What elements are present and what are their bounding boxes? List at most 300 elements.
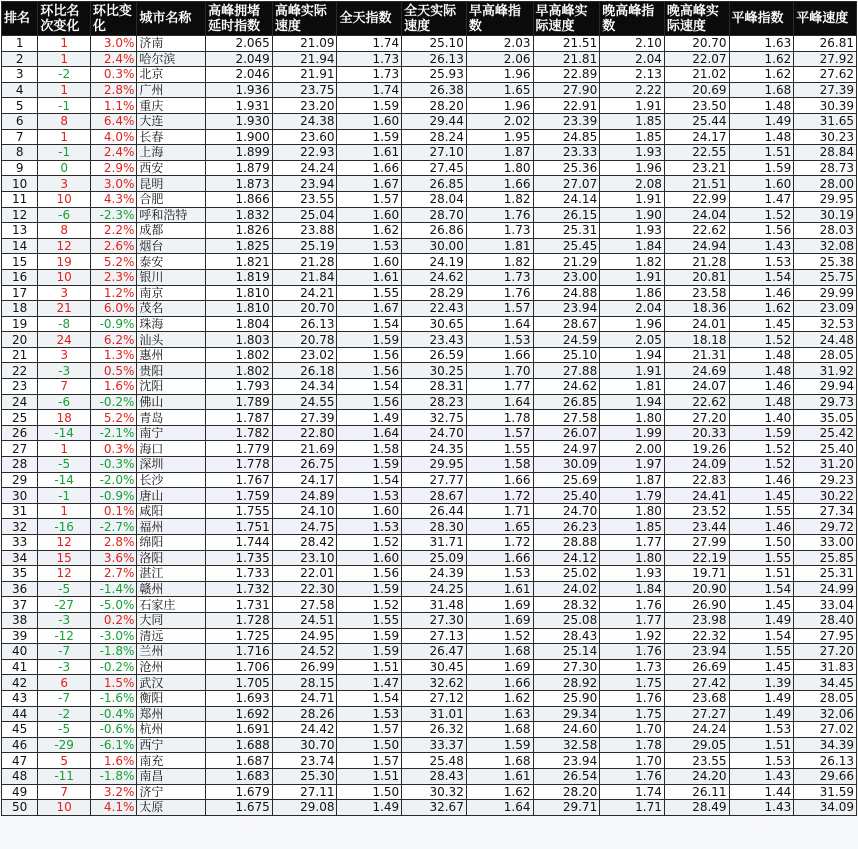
change-percent-cell: 2.8% [90,82,136,98]
table-row[interactable] [2,254,857,270]
allday-index-cell: 1.56 [337,394,402,410]
offpeak-index-cell: 1.62 [729,51,794,67]
peak-delay-index-cell: 1.810 [206,285,273,301]
city-name-cell: 茂名 [137,301,206,317]
evening-peak-index-cell: 1.71 [600,800,665,816]
morning-peak-speed-cell: 23.00 [533,269,600,285]
rank-cell: 26 [2,425,38,441]
morning-peak-speed-cell: 27.58 [533,410,600,426]
offpeak-index-cell: 1.46 [729,379,794,395]
table-row[interactable] [2,238,857,254]
rank-cell: 43 [2,690,38,706]
evening-peak-speed-cell: 21.31 [664,347,729,363]
rank-cell: 20 [2,332,38,348]
rank-change-cell: 12 [38,535,91,551]
table-row[interactable] [2,347,857,363]
morning-peak-speed-cell: 23.94 [533,301,600,317]
rank-cell: 1 [2,36,38,52]
peak-speed-cell: 20.78 [272,332,337,348]
offpeak-index-cell: 1.49 [729,706,794,722]
peak-delay-index-cell: 1.825 [206,238,273,254]
peak-delay-index-cell: 1.691 [206,722,273,738]
offpeak-speed-cell: 29.94 [794,379,857,395]
city-name-cell: 衡阳 [137,690,206,706]
table-row[interactable] [2,768,857,784]
morning-peak-speed-cell: 25.40 [533,488,600,504]
rank-change-cell: 18 [38,410,91,426]
table-row[interactable] [2,67,857,83]
table-row[interactable] [2,145,857,161]
morning-peak-speed-cell: 21.51 [533,36,600,52]
morning-peak-index-cell: 1.57 [466,301,533,317]
allday-index-cell: 1.53 [337,238,402,254]
morning-peak-speed-cell: 24.12 [533,550,600,566]
evening-peak-index-cell: 1.75 [600,706,665,722]
table-row[interactable] [2,644,857,660]
rank-cell: 46 [2,737,38,753]
table-row[interactable] [2,535,857,551]
offpeak-index-cell: 1.40 [729,410,794,426]
peak-speed-cell: 23.60 [272,129,337,145]
evening-peak-speed-cell: 24.07 [664,379,729,395]
allday-index-cell: 1.55 [337,612,402,628]
city-name-cell: 南宁 [137,425,206,441]
offpeak-index-cell: 1.59 [729,425,794,441]
allday-speed-cell: 32.67 [402,800,467,816]
rank-cell: 24 [2,394,38,410]
allday-speed-cell: 30.65 [402,316,467,332]
offpeak-speed-cell: 27.62 [794,67,857,83]
offpeak-speed-cell: 30.39 [794,98,857,114]
morning-peak-index-cell: 1.66 [466,472,533,488]
evening-peak-index-cell: 2.13 [600,67,665,83]
offpeak-speed-cell: 29.23 [794,472,857,488]
morning-peak-speed-cell: 28.20 [533,784,600,800]
offpeak-speed-cell: 35.05 [794,410,857,426]
rank-change-cell: -5 [38,581,91,597]
peak-speed-cell: 27.58 [272,597,337,613]
morning-peak-speed-cell: 25.31 [533,223,600,239]
rank-cell: 3 [2,67,38,83]
city-name-cell: 呼和浩特 [137,207,206,223]
rank-cell: 36 [2,581,38,597]
rank-change-cell: -7 [38,644,91,660]
rank-cell: 18 [2,301,38,317]
offpeak-index-cell: 1.55 [729,644,794,660]
rank-cell: 6 [2,113,38,129]
offpeak-speed-cell: 30.23 [794,129,857,145]
peak-speed-cell: 23.55 [272,191,337,207]
offpeak-speed-cell: 25.75 [794,269,857,285]
table-row[interactable] [2,612,857,628]
offpeak-speed-cell: 24.99 [794,581,857,597]
change-percent-cell: -0.2% [90,659,136,675]
column-header[interactable]: 高峰实际速度 [272,2,337,36]
city-name-cell: 太原 [137,800,206,816]
morning-peak-speed-cell: 27.30 [533,659,600,675]
column-header[interactable]: 全天实际速度 [402,2,467,36]
evening-peak-index-cell: 1.80 [600,410,665,426]
allday-index-cell: 1.73 [337,51,402,67]
evening-peak-speed-cell: 21.51 [664,176,729,192]
allday-index-cell: 1.60 [337,254,402,270]
peak-delay-index-cell: 1.778 [206,457,273,473]
morning-peak-index-cell: 1.68 [466,722,533,738]
table-row[interactable] [2,503,857,519]
evening-peak-speed-cell: 20.70 [664,36,729,52]
morning-peak-speed-cell: 29.34 [533,706,600,722]
peak-speed-cell: 23.75 [272,82,337,98]
allday-speed-cell: 29.95 [402,457,467,473]
offpeak-index-cell: 1.51 [729,566,794,582]
rank-cell: 15 [2,254,38,270]
peak-speed-cell: 25.04 [272,207,337,223]
table-row[interactable] [2,98,857,114]
peak-speed-cell: 29.08 [272,800,337,816]
evening-peak-speed-cell: 26.11 [664,784,729,800]
morning-peak-index-cell: 1.87 [466,145,533,161]
city-name-cell: 泰安 [137,254,206,270]
column-header[interactable]: 平峰指数 [729,2,794,36]
allday-speed-cell: 28.31 [402,379,467,395]
allday-index-cell: 1.74 [337,82,402,98]
allday-speed-cell: 28.43 [402,768,467,784]
city-name-cell: 烟台 [137,238,206,254]
peak-delay-index-cell: 1.879 [206,160,273,176]
table-row[interactable] [2,363,857,379]
offpeak-speed-cell: 29.72 [794,519,857,535]
peak-delay-index-cell: 1.732 [206,581,273,597]
morning-peak-speed-cell: 23.39 [533,113,600,129]
city-name-cell: 成都 [137,223,206,239]
table-row[interactable] [2,425,857,441]
column-header[interactable]: 平峰速度 [794,2,857,36]
allday-speed-cell: 30.32 [402,784,467,800]
rank-change-cell: -16 [38,519,91,535]
evening-peak-index-cell: 1.92 [600,628,665,644]
allday-speed-cell: 26.86 [402,223,467,239]
table-row[interactable] [2,332,857,348]
rank-cell: 48 [2,768,38,784]
table-row[interactable] [2,784,857,800]
change-percent-cell: 2.6% [90,238,136,254]
peak-speed-cell: 22.80 [272,425,337,441]
table-row[interactable] [2,753,857,769]
offpeak-speed-cell: 27.34 [794,503,857,519]
offpeak-speed-cell: 34.45 [794,675,857,691]
table-row[interactable] [2,550,857,566]
table-row[interactable] [2,581,857,597]
rank-cell: 47 [2,753,38,769]
peak-delay-index-cell: 1.802 [206,347,273,363]
morning-peak-index-cell: 1.52 [466,628,533,644]
morning-peak-index-cell: 1.96 [466,98,533,114]
change-percent-cell: -2.3% [90,207,136,223]
allday-index-cell: 1.57 [337,753,402,769]
table-row[interactable] [2,285,857,301]
city-name-cell: 洛阳 [137,550,206,566]
peak-speed-cell: 23.10 [272,550,337,566]
evening-peak-index-cell: 1.82 [600,254,665,270]
morning-peak-speed-cell: 25.08 [533,612,600,628]
allday-index-cell: 1.53 [337,519,402,535]
evening-peak-speed-cell: 23.94 [664,644,729,660]
evening-peak-speed-cell: 22.55 [664,145,729,161]
evening-peak-index-cell: 2.22 [600,82,665,98]
table-row[interactable] [2,706,857,722]
offpeak-speed-cell: 27.39 [794,82,857,98]
table-row[interactable] [2,675,857,691]
change-percent-cell: 0.5% [90,363,136,379]
offpeak-index-cell: 1.56 [729,223,794,239]
table-row[interactable] [2,441,857,457]
morning-peak-index-cell: 1.69 [466,597,533,613]
morning-peak-speed-cell: 21.81 [533,51,600,67]
evening-peak-speed-cell: 19.26 [664,441,729,457]
table-row[interactable] [2,722,857,738]
change-percent-cell: 2.8% [90,535,136,551]
allday-speed-cell: 25.48 [402,753,467,769]
rank-cell: 8 [2,145,38,161]
peak-speed-cell: 24.24 [272,160,337,176]
offpeak-speed-cell: 27.20 [794,644,857,660]
peak-delay-index-cell: 1.735 [206,550,273,566]
evening-peak-index-cell: 1.73 [600,659,665,675]
offpeak-index-cell: 1.53 [729,254,794,270]
offpeak-index-cell: 1.46 [729,285,794,301]
change-percent-cell: -2.0% [90,472,136,488]
column-header[interactable]: 环比变化 [90,2,136,36]
allday-index-cell: 1.57 [337,722,402,738]
allday-speed-cell: 24.62 [402,269,467,285]
change-percent-cell: -0.9% [90,316,136,332]
evening-peak-speed-cell: 26.69 [664,659,729,675]
peak-speed-cell: 24.71 [272,690,337,706]
column-header[interactable]: 城市名称 [137,2,206,36]
column-header[interactable]: 全天指数 [337,2,402,36]
allday-speed-cell: 26.47 [402,644,467,660]
offpeak-index-cell: 1.48 [729,129,794,145]
rank-cell: 22 [2,363,38,379]
table-row[interactable] [2,519,857,535]
table-row[interactable] [2,379,857,395]
peak-delay-index-cell: 1.873 [206,176,273,192]
table-row[interactable] [2,176,857,192]
city-name-cell: 兰州 [137,644,206,660]
column-header[interactable]: 排名 [2,2,38,36]
rank-change-cell: 12 [38,238,91,254]
rank-change-cell: 6 [38,675,91,691]
allday-speed-cell: 32.62 [402,675,467,691]
rank-cell: 2 [2,51,38,67]
allday-index-cell: 1.49 [337,410,402,426]
rank-change-cell: 3 [38,347,91,363]
column-header[interactable]: 晚高峰实际速度 [664,2,729,36]
rank-cell: 4 [2,82,38,98]
offpeak-index-cell: 1.55 [729,503,794,519]
allday-speed-cell: 30.25 [402,363,467,379]
rank-change-cell: 1 [38,441,91,457]
change-percent-cell: 1.3% [90,347,136,363]
peak-delay-index-cell: 1.866 [206,191,273,207]
column-header[interactable]: 早高峰实际速度 [533,2,600,36]
morning-peak-index-cell: 1.66 [466,176,533,192]
offpeak-index-cell: 1.45 [729,659,794,675]
peak-speed-cell: 22.30 [272,581,337,597]
city-name-cell: 大同 [137,612,206,628]
peak-delay-index-cell: 1.687 [206,753,273,769]
peak-delay-index-cell: 1.900 [206,129,273,145]
morning-peak-index-cell: 1.95 [466,129,533,145]
offpeak-speed-cell: 28.84 [794,145,857,161]
allday-index-cell: 1.58 [337,441,402,457]
offpeak-speed-cell: 25.31 [794,566,857,582]
table-row[interactable] [2,269,857,285]
offpeak-index-cell: 1.63 [729,36,794,52]
allday-speed-cell: 28.29 [402,285,467,301]
rank-change-cell: -2 [38,67,91,83]
peak-speed-cell: 22.01 [272,566,337,582]
table-row[interactable] [2,488,857,504]
allday-index-cell: 1.51 [337,659,402,675]
column-header[interactable]: 早高峰指数 [466,2,533,36]
morning-peak-index-cell: 1.71 [466,503,533,519]
evening-peak-index-cell: 2.04 [600,51,665,67]
allday-index-cell: 1.73 [337,67,402,83]
offpeak-index-cell: 1.48 [729,363,794,379]
morning-peak-speed-cell: 28.43 [533,628,600,644]
peak-delay-index-cell: 1.832 [206,207,273,223]
offpeak-index-cell: 1.46 [729,519,794,535]
rank-cell: 32 [2,519,38,535]
offpeak-speed-cell: 28.03 [794,223,857,239]
change-percent-cell: -0.6% [90,722,136,738]
table-row[interactable] [2,800,857,816]
table-row[interactable] [2,410,857,426]
table-row[interactable] [2,36,857,52]
peak-delay-index-cell: 1.789 [206,394,273,410]
rank-cell: 37 [2,597,38,613]
change-percent-cell: 1.6% [90,753,136,769]
rank-cell: 33 [2,535,38,551]
allday-index-cell: 1.56 [337,566,402,582]
peak-speed-cell: 27.11 [272,784,337,800]
table-row[interactable] [2,597,857,613]
table-row[interactable] [2,690,857,706]
table-row[interactable] [2,316,857,332]
table-row[interactable] [2,628,857,644]
rank-cell: 16 [2,269,38,285]
allday-index-cell: 1.51 [337,768,402,784]
allday-index-cell: 1.54 [337,379,402,395]
peak-speed-cell: 24.52 [272,644,337,660]
allday-speed-cell: 30.00 [402,238,467,254]
morning-peak-speed-cell: 24.02 [533,581,600,597]
morning-peak-index-cell: 1.69 [466,612,533,628]
evening-peak-index-cell: 1.76 [600,597,665,613]
column-header[interactable]: 环比名次变化 [38,2,91,36]
rank-change-cell: -6 [38,394,91,410]
city-name-cell: 长春 [137,129,206,145]
table-row[interactable] [2,82,857,98]
morning-peak-index-cell: 1.81 [466,238,533,254]
table-row[interactable] [2,223,857,239]
offpeak-speed-cell: 26.81 [794,36,857,52]
table-row[interactable] [2,659,857,675]
evening-peak-index-cell: 1.96 [600,160,665,176]
table-row[interactable] [2,113,857,129]
table-row[interactable] [2,301,857,317]
table-row[interactable] [2,737,857,753]
morning-peak-speed-cell: 21.29 [533,254,600,270]
rank-change-cell: 7 [38,784,91,800]
evening-peak-speed-cell: 23.21 [664,160,729,176]
offpeak-speed-cell: 29.95 [794,191,857,207]
peak-delay-index-cell: 1.755 [206,503,273,519]
evening-peak-index-cell: 1.76 [600,644,665,660]
allday-index-cell: 1.62 [337,223,402,239]
table-row[interactable] [2,472,857,488]
allday-speed-cell: 27.13 [402,628,467,644]
table-row[interactable] [2,457,857,473]
morning-peak-speed-cell: 25.69 [533,472,600,488]
city-name-cell: 长沙 [137,472,206,488]
offpeak-speed-cell: 31.20 [794,457,857,473]
change-percent-cell: -3.0% [90,628,136,644]
allday-index-cell: 1.55 [337,285,402,301]
table-row[interactable] [2,160,857,176]
morning-peak-index-cell: 1.76 [466,285,533,301]
column-header[interactable]: 晚高峰指数 [600,2,665,36]
evening-peak-index-cell: 1.91 [600,363,665,379]
evening-peak-index-cell: 1.79 [600,488,665,504]
table-row[interactable] [2,207,857,223]
rank-cell: 10 [2,176,38,192]
offpeak-index-cell: 1.43 [729,800,794,816]
table-row[interactable] [2,566,857,582]
morning-peak-speed-cell: 28.67 [533,316,600,332]
morning-peak-speed-cell: 24.88 [533,285,600,301]
peak-speed-cell: 24.38 [272,113,337,129]
table-row[interactable] [2,394,857,410]
table-row[interactable] [2,191,857,207]
allday-speed-cell: 24.35 [402,441,467,457]
city-name-cell: 沈阳 [137,379,206,395]
city-name-cell: 绵阳 [137,535,206,551]
morning-peak-index-cell: 2.06 [466,51,533,67]
offpeak-speed-cell: 28.73 [794,160,857,176]
evening-peak-index-cell: 1.76 [600,690,665,706]
city-congestion-ranking-table [1,1,857,816]
offpeak-index-cell: 1.52 [729,207,794,223]
evening-peak-index-cell: 1.70 [600,722,665,738]
allday-speed-cell: 26.38 [402,82,467,98]
peak-delay-index-cell: 1.688 [206,737,273,753]
city-name-cell: 哈尔滨 [137,51,206,67]
allday-index-cell: 1.59 [337,332,402,348]
allday-speed-cell: 33.37 [402,737,467,753]
rank-cell: 5 [2,98,38,114]
table-row[interactable] [2,129,857,145]
offpeak-speed-cell: 24.48 [794,332,857,348]
table-row[interactable] [2,51,857,67]
peak-speed-cell: 24.55 [272,394,337,410]
allday-index-cell: 1.67 [337,176,402,192]
allday-index-cell: 1.54 [337,472,402,488]
column-header[interactable]: 高峰拥堵延时指数 [206,2,273,36]
peak-delay-index-cell: 1.931 [206,98,273,114]
allday-index-cell: 1.47 [337,675,402,691]
